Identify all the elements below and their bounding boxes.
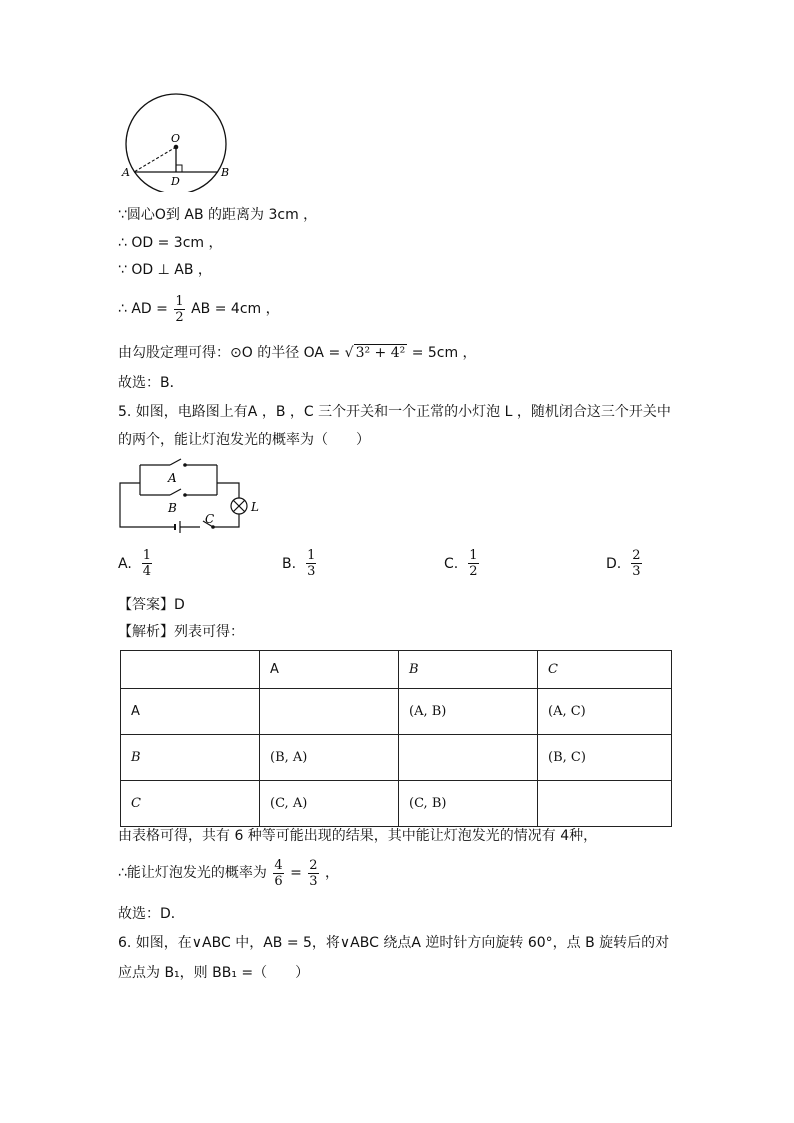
table-cell: (A, B) <box>399 689 538 735</box>
label-d: D <box>171 175 180 188</box>
table-cell: (C, A) <box>260 781 399 827</box>
line5-right: = 5cm ， <box>411 345 477 361</box>
prob-end: ， <box>325 865 340 881</box>
table-conclusion: 由表格可得，共有 6 种等可能出现的结果，其中能让灯泡发光的情况有 4种， <box>118 828 598 844</box>
label-b: B <box>221 166 230 179</box>
option-c-fraction: $\frac{1}{2}$ <box>469 548 478 579</box>
center-point <box>174 145 179 150</box>
wire-left <box>120 483 140 527</box>
table-cell: C <box>538 651 672 689</box>
segment-oa <box>134 147 176 172</box>
table-cell <box>538 781 672 827</box>
table-cell: B <box>399 651 538 689</box>
question5-text-1: 5. 如图，电路图上有A ，B ，C 三个开关和一个正常的小灯泡 L ，随机闭合这三个开关中 <box>118 404 671 420</box>
question6-text-2: 应点为 B₁，则 BB₁ =（ ） <box>118 965 310 981</box>
table-cell: (A, C) <box>538 689 672 735</box>
line4-left: ∴ AD = <box>118 301 168 317</box>
table-cell <box>121 651 260 689</box>
question5-conclusion: 故选：D． <box>118 906 185 922</box>
table-row <box>121 781 672 827</box>
solution-conclusion: 故选：B． <box>118 375 184 391</box>
option-d[interactable]: D. $\frac{2}{3}$ <box>606 548 641 579</box>
right-angle-mark <box>176 165 182 172</box>
outcome-table <box>120 650 672 827</box>
table-cell: (B, C) <box>538 735 672 781</box>
table-cell: (C, B) <box>399 781 538 827</box>
question6-text-1: 6. 如图，在∨ABC 中，AB = 5，将∨ABC 绕点A 逆时针方向旋转 60°，点 B 旋转后的对 <box>118 935 670 951</box>
table-cell <box>399 735 538 781</box>
table-row <box>121 689 672 735</box>
option-c[interactable]: C. $\frac{1}{2}$ <box>444 548 478 579</box>
label-switch-b: B <box>168 501 177 515</box>
analysis-heading: 【解析】列表可得： <box>118 624 244 640</box>
table-cell: B <box>121 735 260 781</box>
label-lamp-l: L <box>251 500 259 514</box>
solution-line-2: ∴ OD = 3cm ， <box>118 235 223 251</box>
wire-lamp-bottom <box>213 514 239 527</box>
table-cell: (B, A) <box>260 735 399 781</box>
line5-left: 由勾股定理可得：⊙O 的半径 OA = <box>118 345 341 361</box>
table-cell: A <box>260 651 399 689</box>
sqrt-sign: √ <box>344 345 354 361</box>
fraction-half: $\frac{1}{2}$ <box>175 293 184 325</box>
circle-figure <box>110 92 240 192</box>
table-row <box>121 735 672 781</box>
label-a: A <box>122 166 130 179</box>
solution-line-1: ∵圆心O到 AB 的距离为 3cm ， <box>118 207 318 223</box>
option-a[interactable]: A. $\frac{1}{4}$ <box>118 548 152 579</box>
option-d-fraction: $\frac{2}{3}$ <box>632 548 641 579</box>
sqrt-expression: √ 3² + 4² <box>344 345 406 361</box>
fraction-two-thirds: $\frac{2}{3}$ <box>309 857 318 889</box>
question5-text-2: 的两个，能让灯泡发光的概率为（ ） <box>118 432 370 448</box>
label-switch-c: C <box>205 512 215 526</box>
probability-line <box>118 854 339 892</box>
table-cell: A <box>121 689 260 735</box>
fraction-four-sixths: $\frac{4}{6}$ <box>274 857 283 889</box>
circuit-diagram <box>115 455 275 535</box>
table-cell <box>260 689 399 735</box>
option-b-fraction: $\frac{1}{3}$ <box>307 548 316 579</box>
switch-b <box>170 489 181 495</box>
solution-line-3: ∵ OD ⊥ AB ， <box>118 262 212 278</box>
label-o: O <box>171 132 181 145</box>
table-cell: C <box>121 781 260 827</box>
label-switch-a: A <box>168 471 177 485</box>
switch-a <box>170 459 181 465</box>
wire-to-lamp <box>217 483 239 498</box>
table-header-row <box>121 651 672 689</box>
prob-left: ∴能让灯泡发光的概率为 <box>118 865 267 881</box>
option-a-fraction: $\frac{1}{4}$ <box>142 548 152 579</box>
line4-right: AB = 4cm ， <box>191 301 280 317</box>
solution-line-5 <box>118 343 477 363</box>
answer: 【答案】D <box>118 597 185 613</box>
option-b[interactable]: B. $\frac{1}{3}$ <box>282 548 316 579</box>
prob-equals: = <box>290 865 302 881</box>
solution-line-4 <box>118 290 280 328</box>
